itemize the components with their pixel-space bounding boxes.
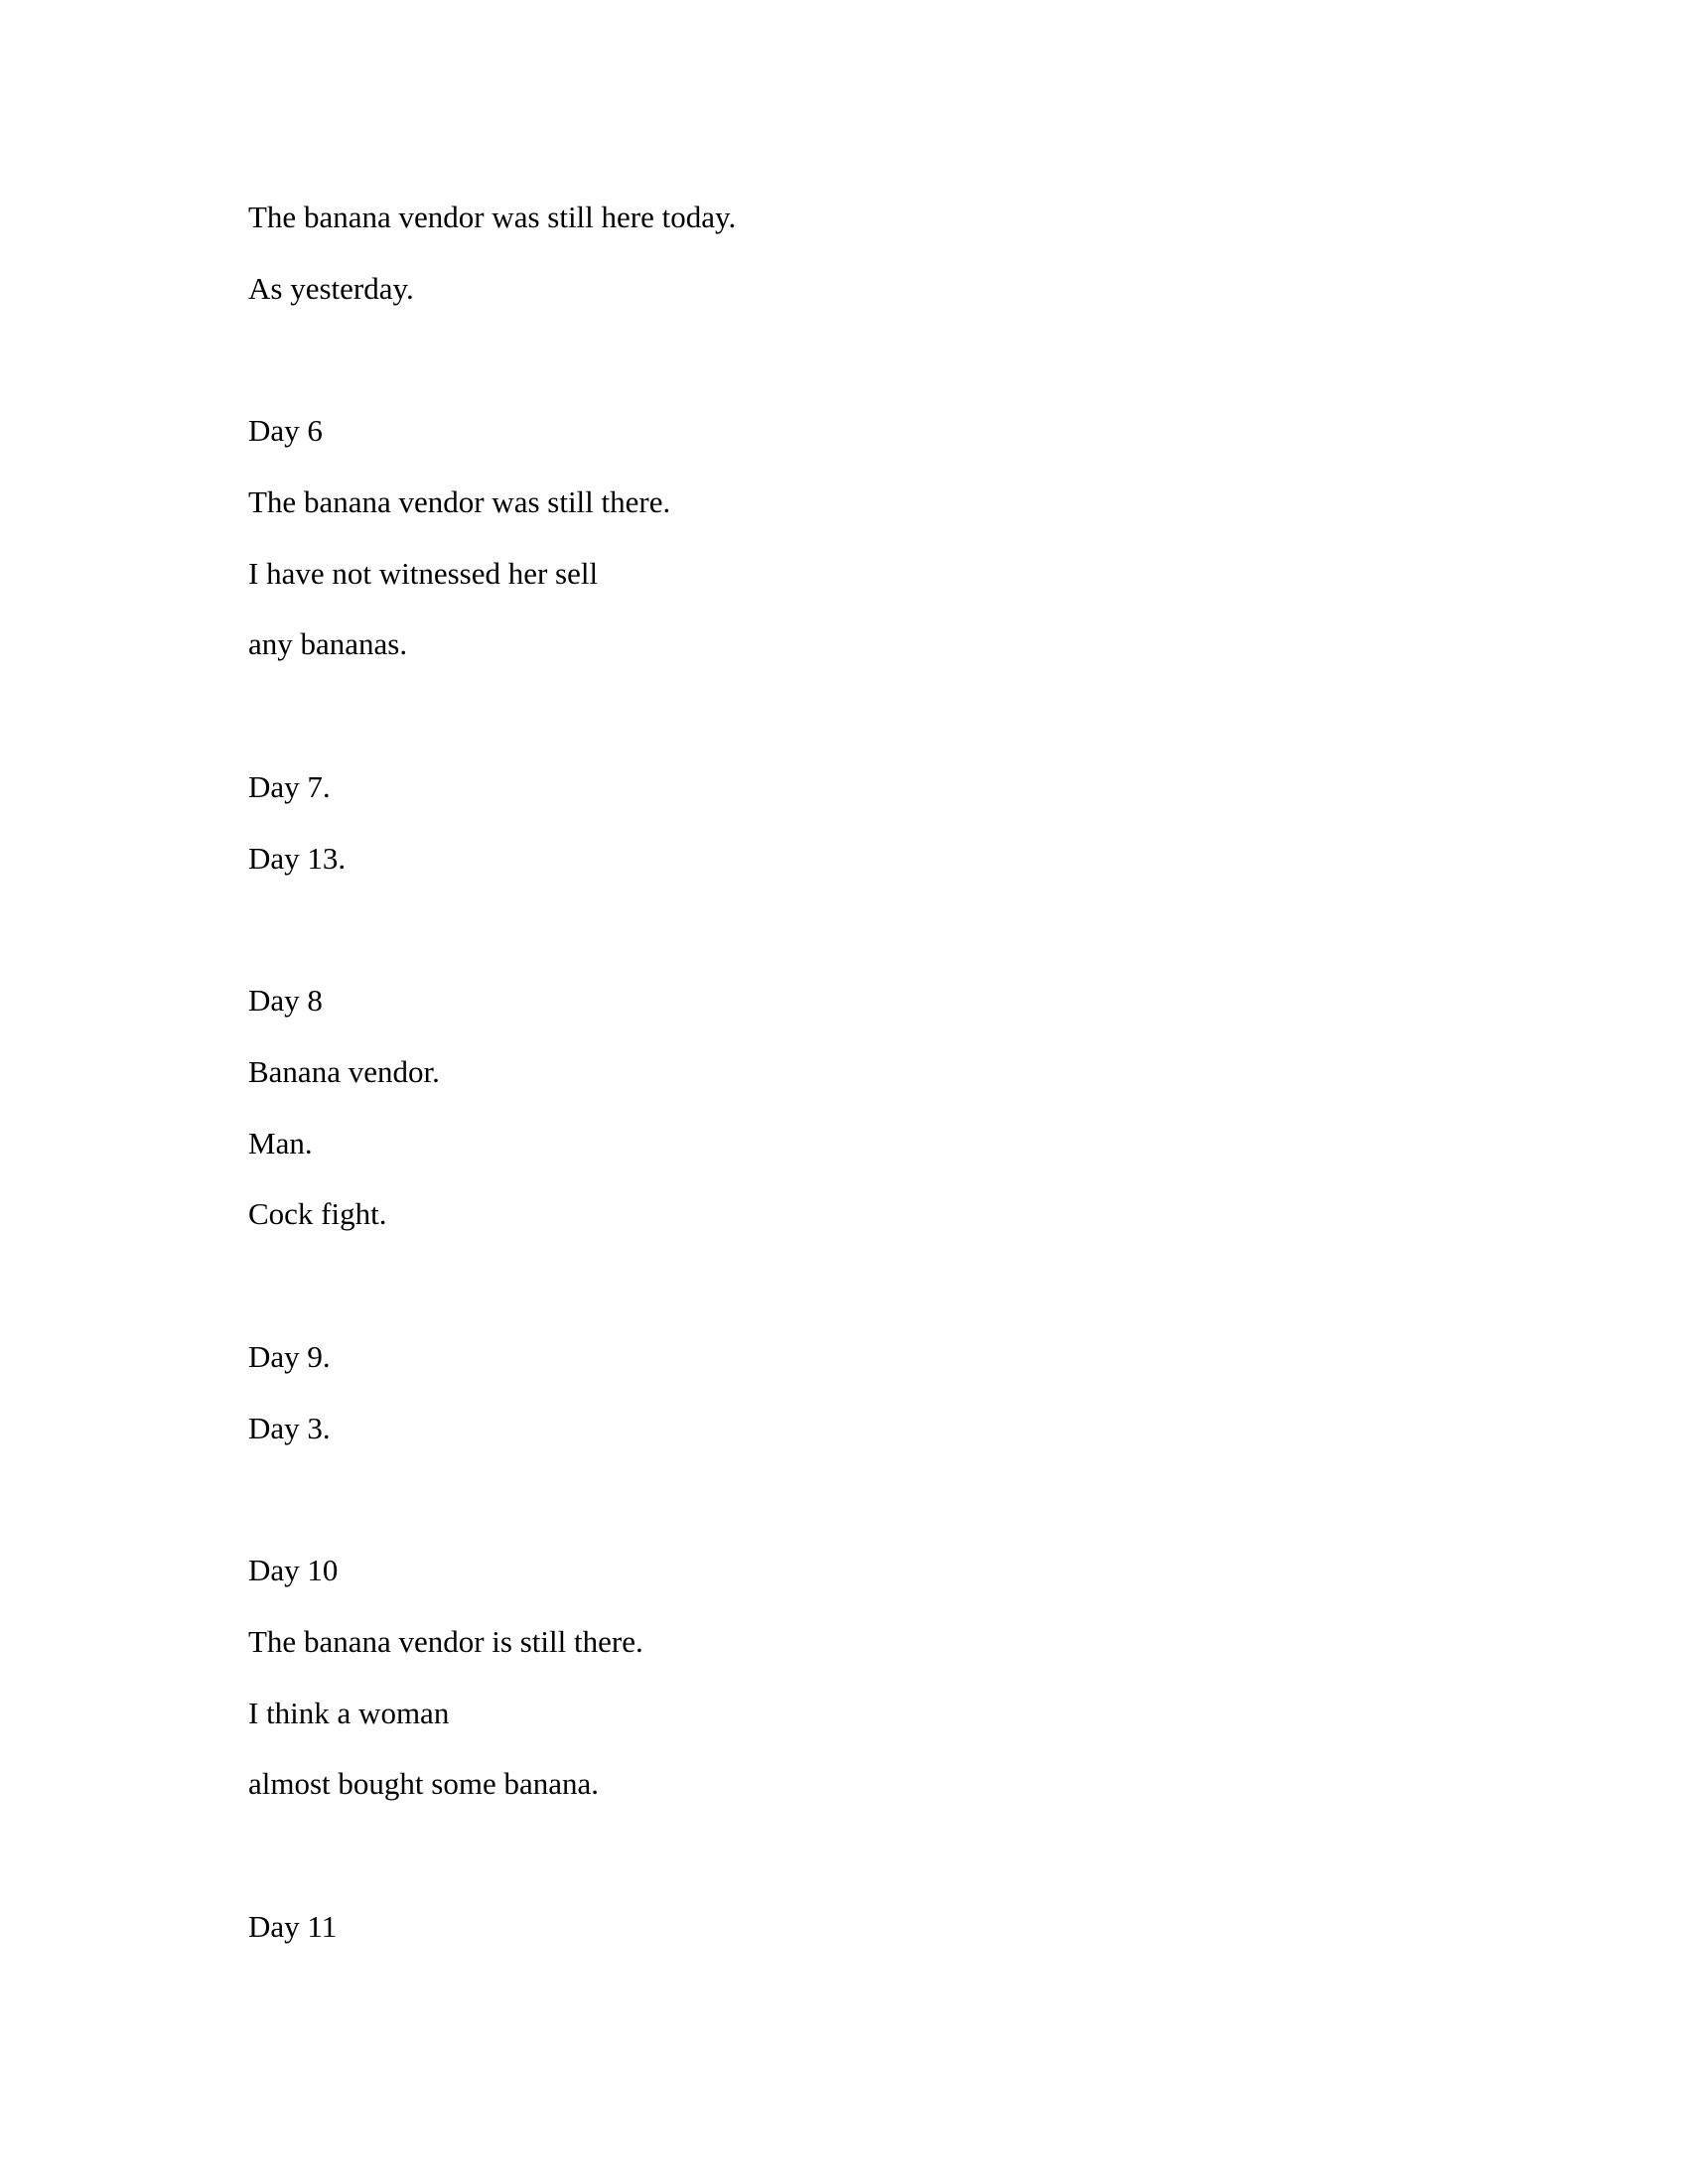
text-line: almost bought some banana. xyxy=(248,1766,599,1801)
text-line: Man. xyxy=(248,1126,313,1160)
text-line: The banana vendor was still there. xyxy=(248,484,671,519)
day-heading: Day 6 xyxy=(248,413,323,448)
text-line: I think a woman xyxy=(248,1696,450,1730)
day-heading: Day 13. xyxy=(248,841,347,876)
day-heading: Day 11 xyxy=(248,1909,338,1944)
text-line: Cock fight. xyxy=(248,1196,387,1231)
day-heading: Day 10 xyxy=(248,1553,339,1587)
day-heading: Day 8 xyxy=(248,983,323,1018)
text-line: Banana vendor. xyxy=(248,1054,440,1089)
text-line: I have not witnessed her sell xyxy=(248,556,599,591)
day-heading: Day 7. xyxy=(248,769,331,804)
text-line: As yesterday. xyxy=(248,271,414,306)
day-heading: Day 3. xyxy=(248,1411,331,1445)
text-line: The banana vendor was still here today. xyxy=(248,200,737,234)
text-line: The banana vendor is still there. xyxy=(248,1624,643,1659)
text-line: any bananas. xyxy=(248,626,408,661)
day-heading: Day 9. xyxy=(248,1339,331,1374)
